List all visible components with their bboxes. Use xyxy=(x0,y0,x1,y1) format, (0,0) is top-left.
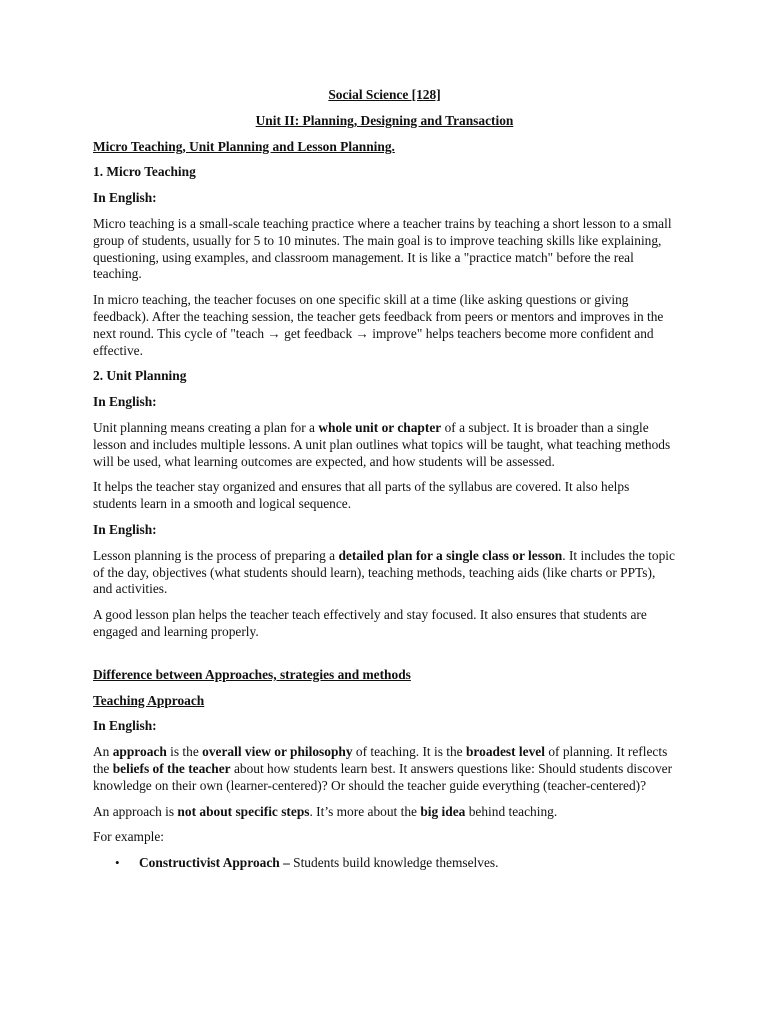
lesson-p1-text-c: . It includes the topic of the day, objectives (what students should learn), teaching methods, teaching aids (like charts or PPTs), and activities. xyxy=(93,547,675,597)
teaching-approach-heading: Teaching Approach xyxy=(93,692,205,708)
lesson-p1-text-a: Lesson planning is the process of preparing a xyxy=(93,547,339,563)
approach-p1-d: overall view or philosophy xyxy=(202,744,353,760)
approach-p1-g: of planning. It reflects the xyxy=(93,744,668,776)
lesson-paragraph-2: A good lesson plan helps the teacher teach effectively and stay focused. It also ensures that students are engaged and learning properly. xyxy=(93,607,647,639)
approach-paragraph-1 xyxy=(93,744,676,794)
example-label: For example: xyxy=(93,829,165,845)
unit-paragraph-1 xyxy=(93,420,676,470)
approach-p2-c: . It’s more about the xyxy=(309,803,421,819)
lesson-lang-label: In English: xyxy=(93,521,157,537)
list-item-text: Students build knowledge themselves. xyxy=(289,855,499,871)
unit-lang-label: In English: xyxy=(93,394,157,410)
list-item-term: Constructivist Approach – xyxy=(139,855,290,871)
section-title: Micro Teaching, Unit Planning and Lesson Planning. xyxy=(93,138,395,154)
approach-p1-h: beliefs of the teacher xyxy=(112,760,231,776)
difference-title: Difference between Approaches, strategies and methods xyxy=(93,666,411,682)
approach-p1-f: broadest level xyxy=(465,744,545,760)
approach-p1-b: approach xyxy=(112,744,167,760)
approach-lang-label: In English: xyxy=(93,718,157,734)
unit-paragraph-2: It helps the teacher stay organized and ensures that all parts of the syllabus are covered. It also helps students learn in a smooth and logical sequence. xyxy=(93,479,630,512)
approach-p2-d: big idea xyxy=(420,803,466,819)
approach-paragraph-2 xyxy=(93,804,676,821)
approach-examples-list xyxy=(93,855,676,872)
document-body xyxy=(93,87,676,872)
micro-paragraph-2: In micro teaching, the teacher focuses on one specific skill at a time (like asking questions or giving feedback). After the teaching session, the teacher gets feedback from peers or mentors and improves in the next round. This cycle of "teach → get feedback → improve" helps teachers become more confident and effective. xyxy=(93,292,664,358)
list-item xyxy=(139,855,676,872)
approach-p1-i: about how students learn best. It answers questions like: Should students discover knowledge on their own (learner-centered)? Or should the teacher guide everything (teacher-centered)? xyxy=(93,760,673,793)
approach-p1-a: An xyxy=(93,744,113,760)
unit-p1-text-a: Unit planning means creating a plan for a xyxy=(93,419,319,435)
unit-title: Unit II: Planning, Designing and Transaction xyxy=(255,112,514,128)
approach-p2-b: not about specific steps xyxy=(177,803,310,819)
micro-lang-label: In English: xyxy=(93,190,157,206)
micro-teaching-heading: 1. Micro Teaching xyxy=(93,164,196,180)
unit-p1-bold: whole unit or chapter xyxy=(318,419,442,435)
lesson-p1-bold: detailed plan for a single class or lesson xyxy=(338,547,563,563)
approach-p1-c: is the xyxy=(166,744,203,760)
micro-paragraph-1: Micro teaching is a small-scale teaching practice where a teacher trains by teaching a short lesson to a small group of students, usually for 5 to 10 minutes. The main goal is to improve teaching skills like explaining, questioning, using examples, and classroom management. It is like a "practice match" before the real teaching. xyxy=(93,215,672,282)
unit-p1-text-c: of a subject. It is broader than a single lesson and includes multiple lessons. A unit plan outlines what topics will be taught, what teaching methods will be used, what learning outcomes are expected, and how students will be assessed. xyxy=(93,419,671,469)
approach-p1-e: of teaching. It is the xyxy=(352,744,466,760)
unit-planning-heading: 2. Unit Planning xyxy=(93,368,187,384)
subject-title: Social Science [128] xyxy=(328,87,441,102)
lesson-paragraph-1 xyxy=(93,548,676,598)
approach-p2-e: behind teaching. xyxy=(465,803,558,819)
approach-p2-a: An approach is xyxy=(93,803,178,819)
